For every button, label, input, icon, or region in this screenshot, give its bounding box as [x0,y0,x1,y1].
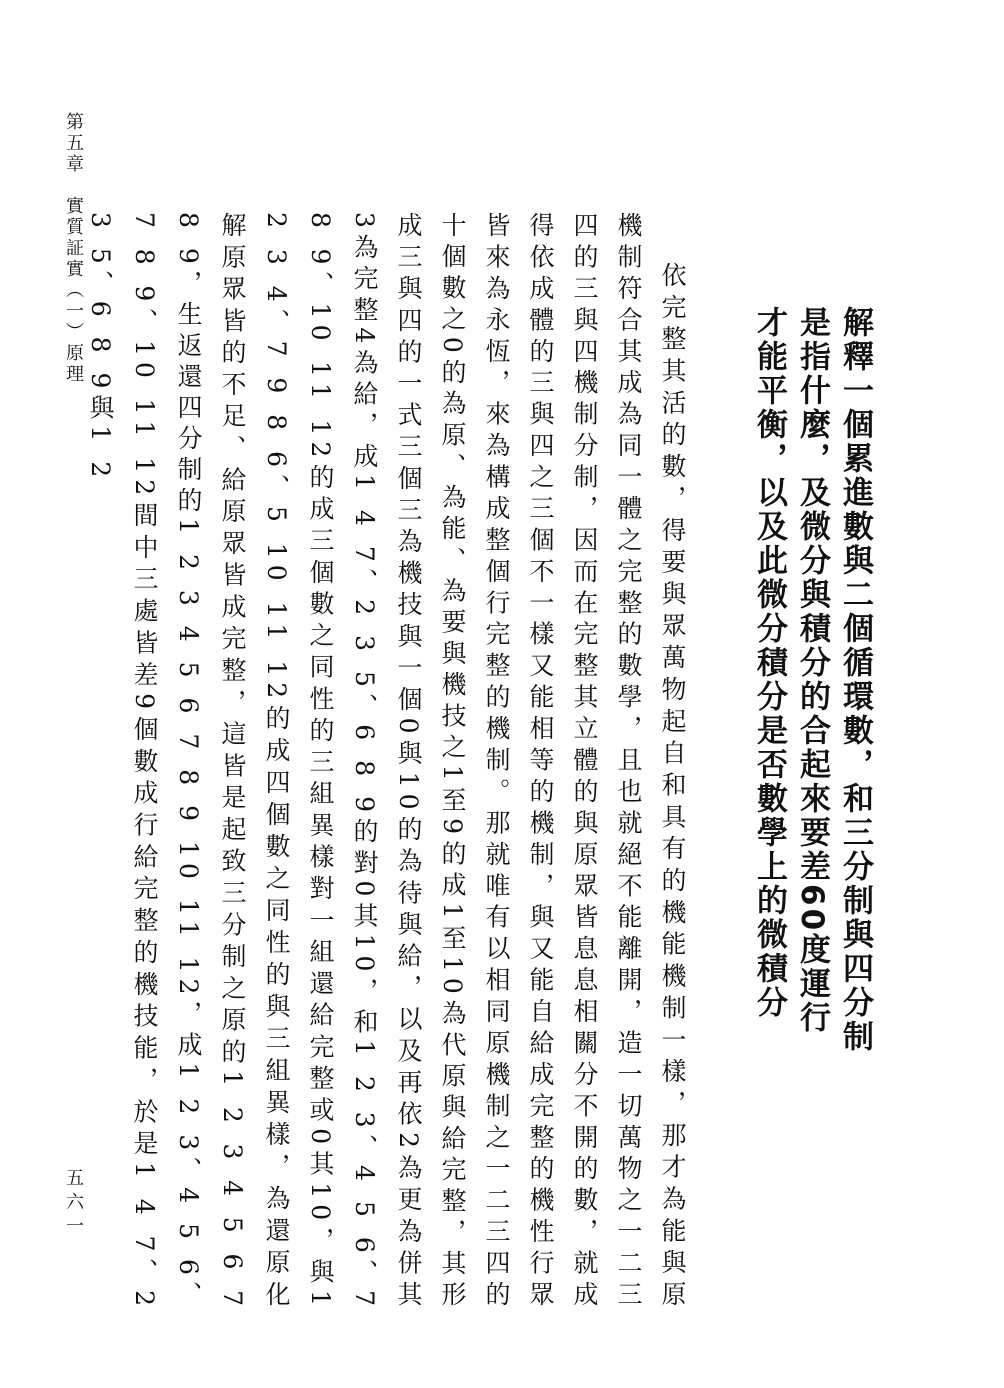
article-title-line-3: 才能平衡，以及此微分積分是否數學上的微積分 [751,306,787,1020]
article-title-line-1: 解釋一個累進數與二個循環數，和三分制與四分制 [837,306,873,1054]
chapter-title: 第五章 實質証實（一）原理 [63,112,84,385]
page-number: 五六一 [63,1168,84,1240]
article-title-line-2: 是指什麼，及微分與積分的合起來要差60度運行 [794,306,830,1036]
article-title [747,306,876,1156]
body-paragraph: 依完整其活的數，得要與眾萬物起自和具有的機能機制一樣，那才為能與原機制符合其成為同一體之完整的數學，且也就絕不能離開，造一切萬物之一二三四的三與四機制分制，因而在完整其立體的與原眾皆息息相關分不開的數，就成得依成體的三與四之三個不一樣又能相等的機制，與又能自給成完整的機性行眾皆來為永恆，來為構成整個行完整的機制。那就唯有以相同原機制之一二三四的十個數之0的為原、為能、為要與機技之1至9的成1至10為代原與給完整，其形成三與四的一式三個三為機技與一個0與10的為待與給，以及再依2為更為併其3為完整4為給，成1 4 7、2 3 5、6 8 9的對0其10，和1 2 3、4 5 6、7 8 9、10 11 12的成三個數之同性的三組異樣對一組還給完整或0其10，與1 2 3 4、7 9 8 6、5 10 11 12的成四個數之同性的與三組異樣，為還原化解原眾皆的不足、給原眾皆成完整，這皆是起致三分制之原的1 2 3 4 5 6 7 8 9，生返還四分制的1 2 3 4 5 6 7 8 9 10 11 12，成1 2 3、4 5 6、7 8 9、10 11 12間中三處皆差9個數成行給完整的機技能，於是1 4 7、2 3 5、6 8 9與1 2 [86,212,687,1312]
